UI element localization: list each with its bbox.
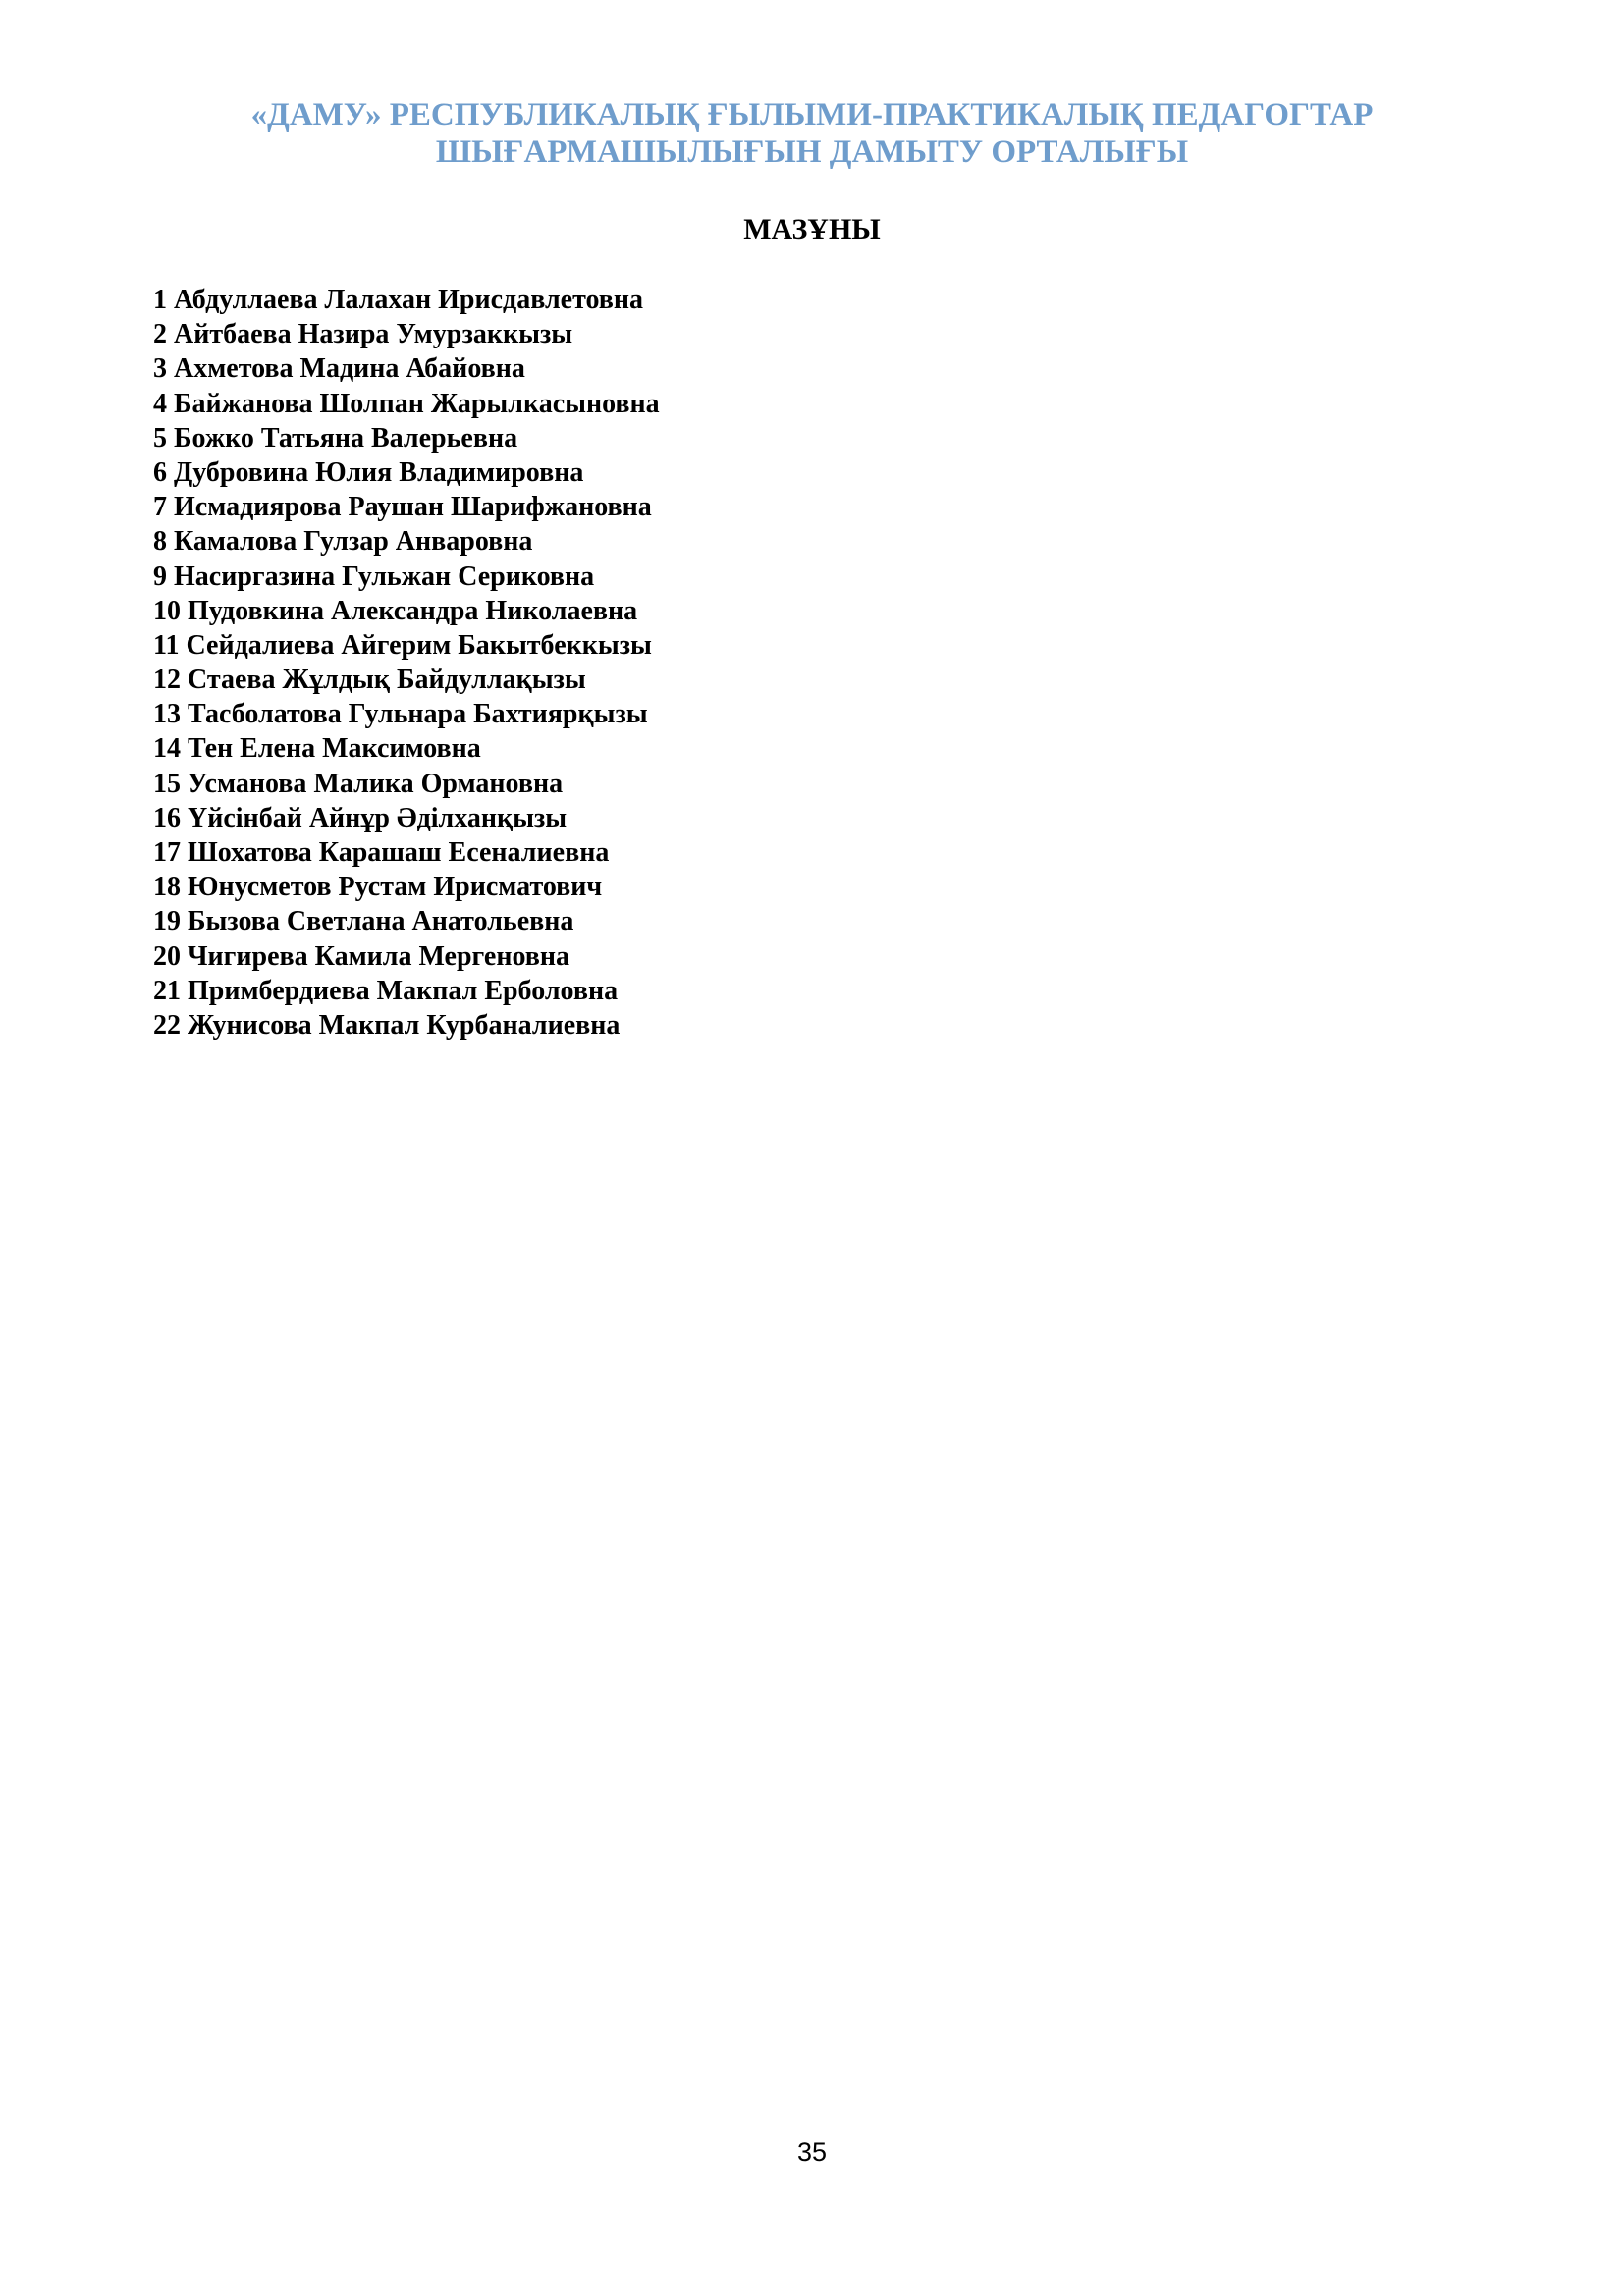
toc-entry-number: 10	[153, 595, 181, 626]
toc-entry-name: Сейдалиева Айгерим Бакытбеккызы	[186, 629, 652, 661]
toc-entry-number: 2	[153, 319, 167, 350]
toc-entry-name: Примбердиева Макпал Ерболовна	[188, 975, 619, 1006]
toc-entry[interactable]	[153, 731, 660, 766]
toc-entry-name: Үйсінбай Айнұр Әділханқызы	[188, 802, 568, 833]
toc-entry-name: Байжанова Шолпан Жарылкасыновна	[174, 388, 660, 419]
toc-entry-name: Абдуллаева Лалахан Ирисдавлетовна	[174, 285, 644, 315]
page-number: 35	[796, 2137, 828, 2166]
toc-entry[interactable]	[153, 1008, 660, 1042]
toc-entry-number: 15	[153, 768, 181, 799]
toc-entry[interactable]	[153, 560, 660, 594]
toc-entry-name: Чигирева Камила Мергеновна	[188, 940, 570, 972]
toc-entry-number: 9	[153, 561, 167, 592]
toc-entry-number: 20	[153, 940, 181, 972]
toc-entry-number: 13	[153, 699, 181, 730]
toc-entry[interactable]	[153, 697, 660, 731]
toc-entry-name: Усманова Малика Ормановна	[188, 768, 564, 799]
toc-entry-number: 21	[153, 975, 181, 1006]
toc-entry-name: Дубровина Юлия Владимировна	[174, 456, 584, 488]
toc-entry-number: 5	[153, 422, 167, 454]
toc-entry-number: 4	[153, 388, 167, 419]
toc-entry-name: Исмадиярова Раушан Шарифжановна	[174, 492, 652, 523]
toc-entry-name: Божко Татьяна Валерьевна	[174, 422, 518, 454]
toc-entry-name: Жунисова Макпал Курбаналиевна	[188, 1009, 621, 1041]
toc-entry-name: Шохатова Карашаш Есеналиевна	[188, 837, 610, 868]
toc-entry-number: 17	[153, 837, 181, 868]
toc-entry-name: Насиргазина Гульжан Сериковна	[174, 561, 595, 592]
toc-entry-number: 16	[153, 802, 181, 833]
toc-entry-name: Бызова Светлана Анатольевна	[188, 906, 574, 937]
toc-entry-name: Камалова Гулзар Анваровна	[174, 526, 533, 558]
toc-entry-number: 8	[153, 526, 167, 558]
toc-entry[interactable]	[153, 974, 660, 1008]
toc-entry[interactable]	[153, 904, 660, 938]
toc-entry[interactable]	[153, 628, 660, 663]
toc-entry[interactable]	[153, 663, 660, 697]
toc-entry-number: 7	[153, 492, 167, 523]
toc-entry-number: 1	[153, 285, 167, 315]
toc-entry[interactable]	[153, 351, 660, 386]
toc-entry-number: 18	[153, 872, 181, 903]
toc-entry[interactable]	[153, 870, 660, 904]
toc-entry-number: 19	[153, 906, 181, 937]
toc-entry-name: Тен Елена Максимовна	[188, 733, 481, 765]
toc-entry-number: 6	[153, 456, 167, 488]
table-of-contents	[153, 283, 660, 1042]
toc-entry[interactable]	[153, 317, 660, 351]
toc-entry-name: Стаева Жұлдық Байдуллақызы	[188, 665, 586, 696]
toc-entry-number: 22	[153, 1009, 181, 1041]
toc-entry[interactable]	[153, 835, 660, 870]
toc-entry-name: Тасболатова Гульнара Бахтиярқызы	[188, 699, 648, 730]
header-line-2: ШЫҒАРМАШЫЛЫҒЫН ДАМЫТУ ОРТАЛЫҒЫ	[435, 134, 1189, 170]
page-title: МАЗҰНЫ	[743, 213, 881, 245]
toc-entry[interactable]	[153, 490, 660, 524]
toc-entry-name: Ахметова Мадина Абайовна	[174, 353, 525, 385]
toc-entry-name: Пудовкина Александра Николаевна	[188, 595, 638, 626]
header-line-1: «ДАМУ» РЕСПУБЛИКАЛЫҚ ҒЫЛЫМИ-ПРАКТИКАЛЫҚ ПЕДАГОГТАР	[250, 97, 1374, 133]
toc-entry[interactable]	[153, 524, 660, 559]
toc-entry-number: 12	[153, 665, 181, 696]
toc-entry-number: 14	[153, 733, 181, 765]
toc-entry[interactable]	[153, 283, 660, 317]
toc-entry[interactable]	[153, 801, 660, 835]
toc-entry[interactable]	[153, 594, 660, 628]
toc-entry[interactable]	[153, 939, 660, 974]
toc-entry[interactable]	[153, 387, 660, 421]
toc-entry-name: Юнусметов Рустам Ирисматович	[188, 872, 603, 903]
toc-entry-name: Айтбаева Назира Умурзаккызы	[174, 319, 573, 350]
toc-entry-number: 11	[153, 629, 180, 661]
toc-entry[interactable]	[153, 421, 660, 455]
toc-entry[interactable]	[153, 455, 660, 490]
toc-entry[interactable]	[153, 767, 660, 801]
page-header	[0, 96, 1624, 171]
toc-entry-number: 3	[153, 353, 167, 385]
